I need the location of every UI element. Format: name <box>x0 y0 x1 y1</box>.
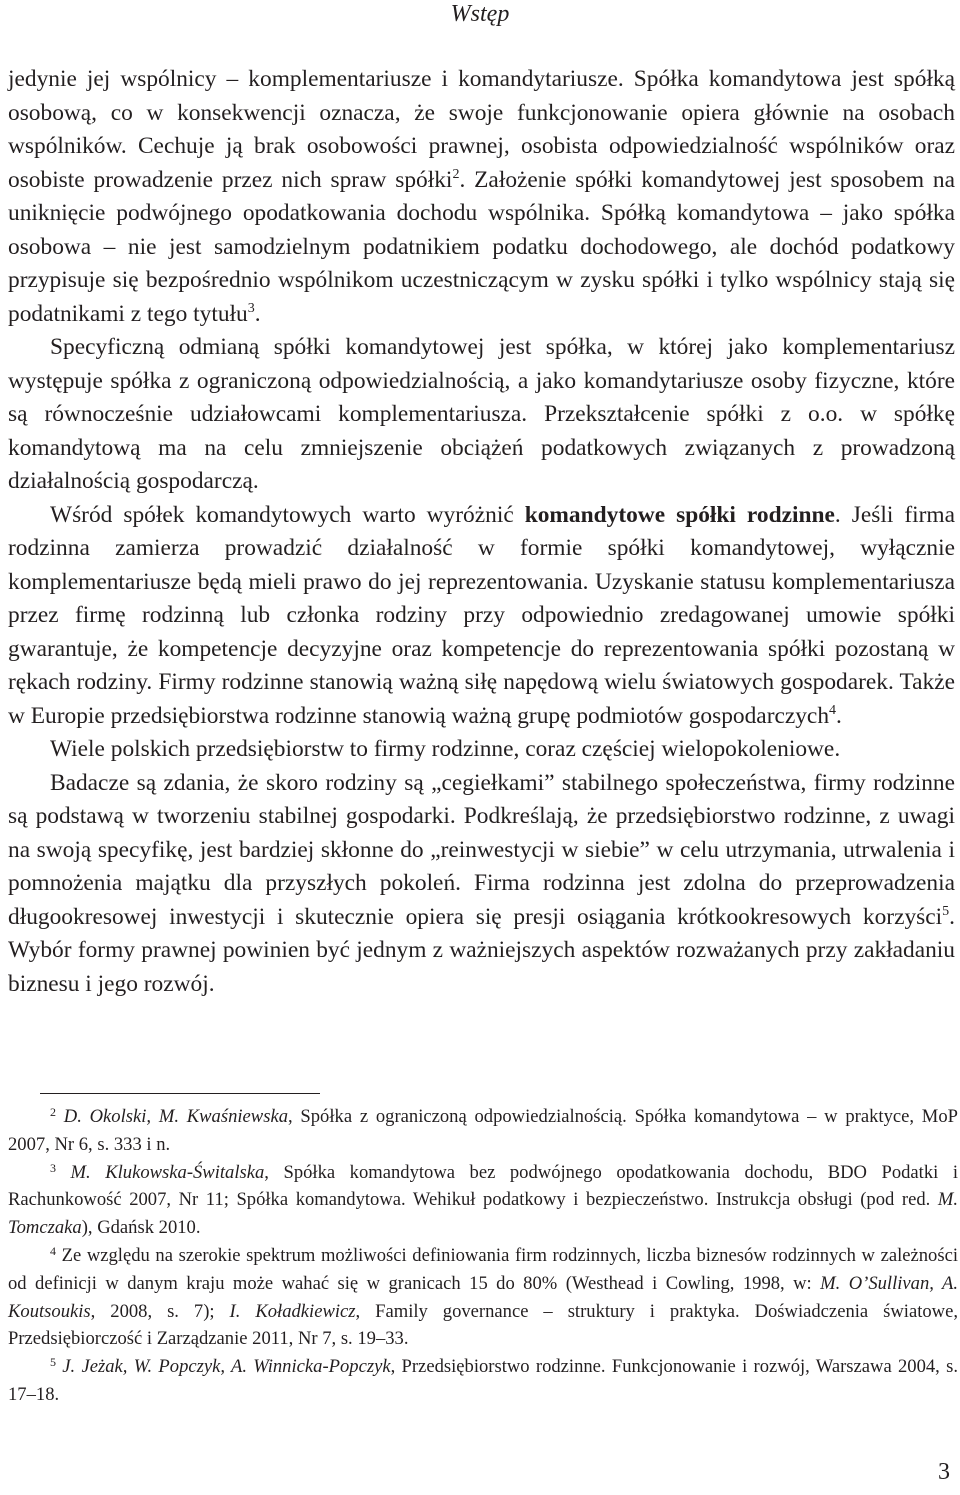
paragraph-3 <box>8 499 955 734</box>
author-name: J. Jeżak, W. Popczyk, A. Winnicka-Popczyk <box>62 1356 391 1378</box>
text-run: jedynie jej wspólnicy – komplementariusze i komandytariusze. Spółka komandytowa jest spółką osobową, co w konsekwencji oznacza, że swoje funkcjonowanie opiera głównie na osobach wspólników. Cechuje ją brak osobowości prawnej, osobista odpowiedzialność wspólników oraz osobiste prowadzenie przez nich spraw spółki <box>8 66 955 193</box>
page-number: 3 <box>938 1459 950 1485</box>
paragraph-2 <box>8 331 955 499</box>
text-run: , Spółka komandytowa bez podwójnego opodatkowania dochodu, BDO Podatki i Rachunkowość 2007, Nr 11; Spółka komandytowa. Wehikuł podatkowy i bezpieczeństwo. Instrukcja obsługi (pod red. <box>8 1161 958 1211</box>
author-name: M. O’Sullivan, A. Koutsoukis <box>8 1272 959 1322</box>
text-run: , 2008, s. 7); <box>90 1300 230 1322</box>
text-run: , Przedsiębiorstwo rodzinne. Funkcjonowanie i rozwój, Warszawa 2004, s. 17–18. <box>8 1356 958 1405</box>
footnote-1 <box>8 1103 958 1159</box>
text-run: Specyficzną odmianą spółki komandytowej jest spółka, w której jako komplementariusz występuje spółka z ograniczoną odpowiedzialnością, a jako komandytariusze osoby fizyczne, które są równocześnie udziałowcami komplementariusza. Przekształcenie spółki z o.o. w spółkę komandytową ma na celu zmniejszenie obciążeń podatkowych związanych z prowadzoną działalnością gospodarczą. <box>8 334 955 494</box>
running-header: Wstęp <box>450 1 510 27</box>
text-run: . <box>254 300 261 327</box>
footnote-marker: 3 <box>50 1160 56 1175</box>
footnote-marker: 5 <box>50 1355 56 1370</box>
footnote-marker: 5 <box>942 903 950 919</box>
footnote-marker: 2 <box>452 166 460 182</box>
text-run: , Family governance – struktury i praktyka. Doświadczenia światowe, Przedsiębiorczość i Zarządzanie 2011, Nr 7, s. 19–33. <box>8 1300 958 1350</box>
text-run <box>56 1106 64 1127</box>
footnote-marker: 2 <box>50 1105 56 1119</box>
text-run: . Założenie spółki komandytowej jest sposobem na uniknięcie podwójnego opodatkowania dochodu wspólnika. Spółką komandytowa – jako spółka osobowa – nie jest samodzielnym podatnikiem podatku dochodowego, ale dochód podatkowy przypisuje się bezpośrednio wspólnikom uczestniczącym w zysku spółki i tylko wspólnicy stają się podatnikami z tego tytułu <box>8 166 955 327</box>
footnote-4 <box>8 1353 958 1409</box>
text-run: Ze względu na szerokie spektrum możliwości definiowania firm rodzinnych, liczba biznesów rodzinnych w zależności od definicji w danym kraju może wahać się w granicach 15 do 80% (Westhead i Cowling, 1998, w: <box>8 1244 958 1294</box>
text-run: ), Gdańsk 2010. <box>81 1217 201 1239</box>
author-name: I. Koładkiewicz <box>229 1300 356 1322</box>
footnote-marker: 4 <box>50 1243 56 1258</box>
footnote-separator <box>40 1093 320 1094</box>
text-run: . <box>836 702 842 729</box>
footnotes <box>8 1103 958 1409</box>
author-name: M. Klukowska-Świtalska <box>70 1161 265 1183</box>
footnote-marker: 3 <box>247 300 255 316</box>
author-name: D. Okolski, M. Kwaśniewska <box>63 1106 288 1127</box>
body-text <box>8 63 955 1001</box>
bold-term: komandytowe spółki rodzinne <box>524 501 835 528</box>
footnote-2 <box>8 1159 958 1242</box>
paragraph-5 <box>8 767 955 1002</box>
footnote-marker: 4 <box>829 702 837 718</box>
text-run: . Jeśli firma rodzinna zamierza prowadzić działalność w formie spółki komandytowej, wyłącznie komplementariusze będą mieli prawo do jej reprezentowania. Uzyskanie statusu komplementariusza przez firmę rodzinną lub członka rodziny przy odpowiednio zredagowanej umowie spółki gwarantuje, że kompetencje decyzyjne oraz kompetencje do reprezentowania spółki pozostaną w rękach rodziny. Firmy rodzinne stanowią ważną siłę napędową wielu światowych gospodarek. Także w Europie przedsiębiorstwa rodzinne stanowią ważną grupę podmiotów gospodarczych <box>8 501 955 729</box>
text-run: Wśród spółek komandytowych warto wyróżnić <box>50 501 525 528</box>
text-run: , Spółka z ograniczoną odpowiedzialnością. Spółka komandytowa – w praktyce, MoP 2007, Nr 6, s. 333 i n. <box>8 1106 958 1155</box>
text-run <box>56 1162 71 1183</box>
paragraph-4 <box>8 733 955 767</box>
text-run: Badacze są zdania, że skoro rodziny są „cegiełkami” stabilnego społeczeństwa, firmy rodzinne są podstawą w tworzeniu stabilnej gospodarki. Podkreślają, że przedsiębiorstwo rodzinne, z uwagi na swoją specyfikę, jest bardziej skłonne do „reinwestycji w siebie” w celu utrzymania, utrwalenia i pomnożenia majątku dla przyszłych pokoleń. Firma rodzinna jest zdolna do przeprowadzenia długookresowej inwestycji i skutecznie opiera się presji osiągania krótkookresowych korzyści <box>8 769 955 930</box>
text-run: . Wybór formy prawnej powinien być jednym z ważniejszych aspektów rozważanych przy zakładaniu biznesu i jego rozwój. <box>8 903 955 997</box>
footnote-3 <box>8 1242 958 1353</box>
paragraph-1 <box>8 63 955 331</box>
author-name: M. Tomczaka <box>8 1189 958 1239</box>
text-run: Wiele polskich przedsiębiorstw to firmy rodzinne, coraz częściej wielopokoleniowe. <box>50 736 841 762</box>
